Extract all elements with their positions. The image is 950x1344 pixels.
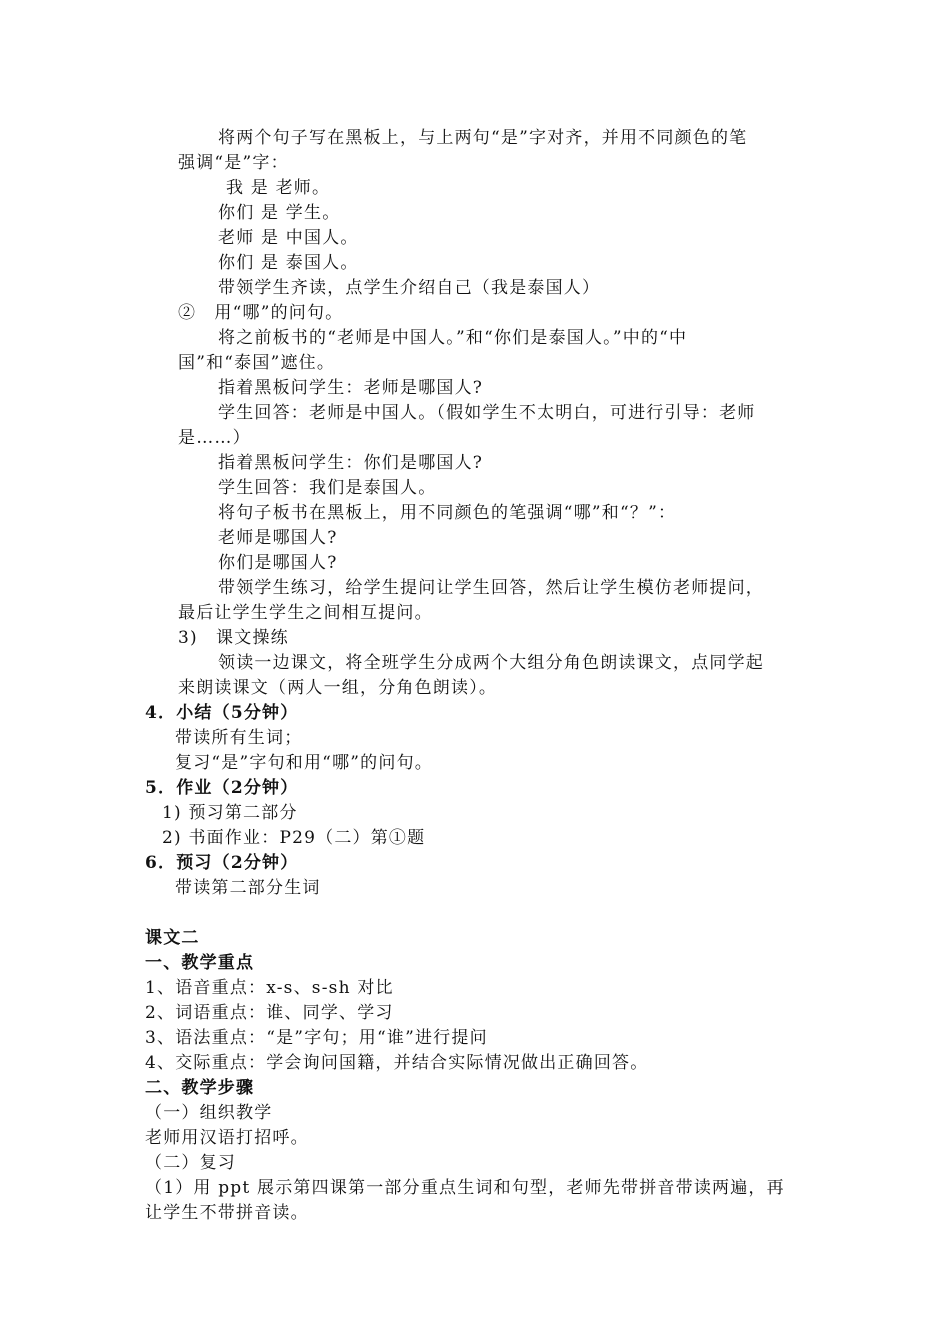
paragraph-line: 强调“是”字： — [178, 153, 289, 173]
list-item: 4、交际重点：学会询问国籍，并结合实际情况做出正确回答。 — [145, 1053, 649, 1073]
section-heading: 6．预习（2分钟） — [145, 853, 299, 873]
list-item: 3、语法重点：“是”字句；用“谁”进行提问 — [145, 1028, 488, 1048]
subsection-heading: ② 用“哪”的问句。 — [178, 303, 344, 323]
paragraph-line: 指着黑板问学生：你们是哪国人? — [218, 453, 484, 473]
paragraph-line: 老师用汉语打招呼。 — [145, 1128, 309, 1148]
example-sentence: 你们是哪国人? — [218, 553, 338, 573]
paragraph-line: 复习“是”字句和用“哪”的问句。 — [175, 753, 433, 773]
section-heading: 一、教学重点 — [145, 953, 255, 973]
list-item: 1、语音重点：x-s、s-sh 对比 — [145, 978, 394, 998]
paragraph-line: 指着黑板问学生：老师是哪国人? — [218, 378, 484, 398]
paragraph-line: 带领学生齐读，点学生介绍自己（我是泰国人） — [218, 278, 601, 298]
paragraph-line: 国”和“泰国”遮住。 — [178, 353, 336, 373]
lesson-title: 课文二 — [145, 928, 200, 948]
paragraph-line: 是……） — [178, 428, 251, 448]
subsection-heading: （一）组织教学 — [145, 1103, 273, 1123]
example-sentence: 老师 是 中国人。 — [218, 228, 359, 248]
section-heading: 5．作业（2分钟） — [145, 778, 299, 798]
paragraph-line: 来朗读课文（两人一组，分角色朗读）。 — [178, 678, 498, 698]
example-sentence: 老师是哪国人? — [218, 528, 338, 548]
list-item: 2) 书面作业：P29（二）第①题 — [162, 828, 426, 848]
example-sentence: 你们 是 学生。 — [218, 203, 341, 223]
example-sentence: 我 是 老师。 — [226, 178, 331, 198]
paragraph-line: 将两个句子写在黑板上，与上两句“是”字对齐，并用不同颜色的笔 — [218, 128, 748, 148]
section-heading: 二、教学步骤 — [145, 1078, 255, 1098]
paragraph-line: 带领学生练习，给学生提问让学生回答，然后让学生模仿老师提问， — [218, 578, 764, 598]
paragraph-line: 将之前板书的“老师是中国人。”和“你们是泰国人。”中的“中 — [218, 328, 688, 348]
paragraph-line: 让学生不带拼音读。 — [145, 1203, 309, 1223]
paragraph-line: 领读一边课文，将全班学生分成两个大组分角色朗读课文，点同学起 — [218, 653, 764, 673]
list-item: 2、词语重点：谁、同学、学习 — [145, 1003, 394, 1023]
paragraph-line: 最后让学生学生之间相互提问。 — [178, 603, 433, 623]
subsection-heading: 3) 课文操练 — [178, 628, 289, 648]
paragraph-line: 带读所有生词； — [175, 728, 303, 748]
paragraph-line: 带读第二部分生词 — [175, 878, 321, 898]
section-heading: 4．小结（5分钟） — [145, 703, 299, 723]
list-item: 1) 预习第二部分 — [162, 803, 298, 823]
example-sentence: 你们 是 泰国人。 — [218, 253, 359, 273]
paragraph-line: 学生回答：老师是中国人。（假如学生不太明白，可进行引导：老师 — [218, 403, 756, 423]
paragraph-line: 学生回答：我们是泰国人。 — [218, 478, 437, 498]
paragraph-line: （1）用 ppt 展示第四课第一部分重点生词和句型，老师先带拼音带读两遍，再 — [145, 1178, 785, 1198]
subsection-heading: （二）复习 — [145, 1153, 236, 1173]
paragraph-line: 将句子板书在黑板上，用不同颜色的笔强调“哪”和“？”： — [218, 503, 677, 523]
